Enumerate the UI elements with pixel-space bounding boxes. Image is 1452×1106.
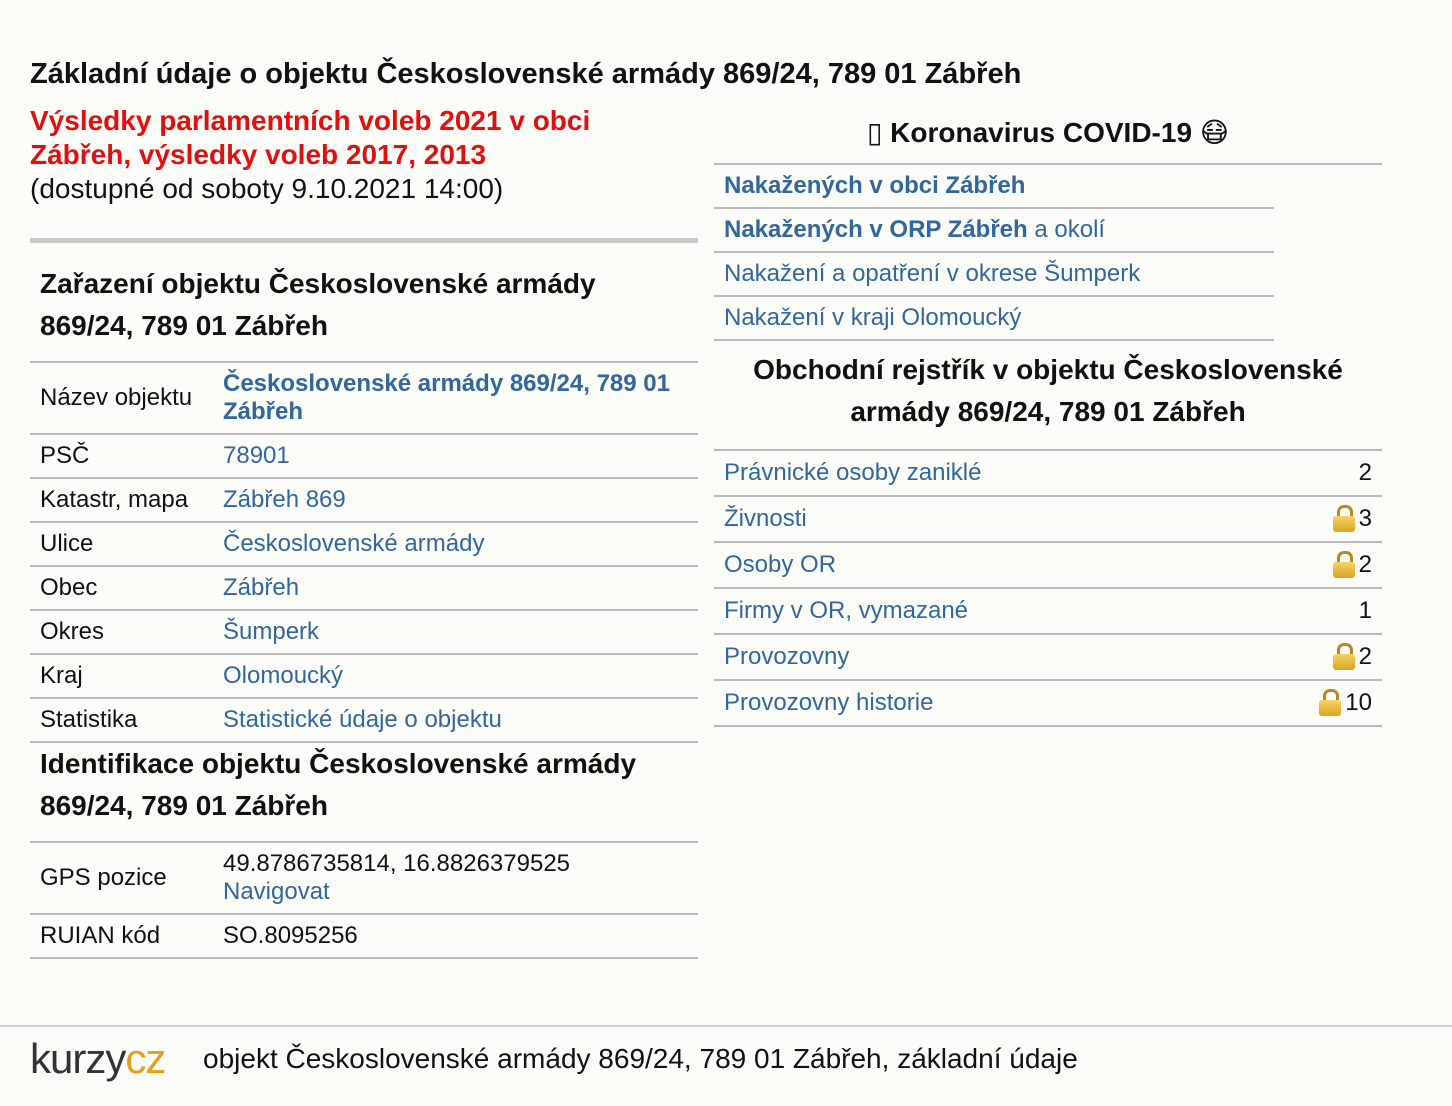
covid-links bbox=[714, 165, 1274, 341]
navigate-link[interactable]: Navigovat bbox=[223, 878, 330, 905]
election-link-line2[interactable]: Zábřeh, výsledky voleb 2017, 2013 bbox=[30, 139, 487, 170]
table-row bbox=[30, 362, 698, 434]
left-column bbox=[30, 104, 698, 959]
covid-orp-link[interactable]: Nakažených v ORP Zábřeh a okolí bbox=[724, 216, 1106, 243]
row-key-ruian: RUIAN kód bbox=[30, 914, 203, 958]
election-availability: (dostupné od soboty 9.10.2021 14:00) bbox=[30, 173, 504, 204]
list-item bbox=[714, 165, 1274, 209]
table-row bbox=[30, 914, 698, 958]
premises-link[interactable]: Provozovny bbox=[724, 643, 850, 670]
count: 2 bbox=[1358, 643, 1372, 670]
covid-district-link[interactable]: Nakažení a opatření v okrese Šumperk bbox=[724, 260, 1141, 287]
table-row bbox=[30, 434, 698, 478]
table-row bbox=[30, 478, 698, 522]
row-key-kraj: Kraj bbox=[30, 654, 203, 698]
row-key-okres: Okres bbox=[30, 610, 203, 654]
identification-table bbox=[30, 841, 698, 959]
election-results-block bbox=[30, 104, 698, 206]
table-row bbox=[714, 635, 1382, 681]
region-link[interactable]: Olomoucký bbox=[223, 662, 344, 689]
gps-coordinates: 49.8786735814, 16.8826379525 bbox=[223, 850, 571, 877]
municipality-link[interactable]: Zábřeh bbox=[223, 574, 300, 601]
kurzy-logo[interactable]: kurzycz bbox=[30, 1035, 166, 1082]
district-link[interactable]: Šumperk bbox=[223, 618, 320, 645]
persons-or-link[interactable]: Osoby OR bbox=[724, 551, 837, 578]
row-key-katastr: Katastr, mapa bbox=[30, 478, 203, 522]
street-link[interactable]: Československé armády bbox=[223, 530, 485, 557]
table-row bbox=[714, 451, 1382, 497]
row-key-ulice: Ulice bbox=[30, 522, 203, 566]
count: 3 bbox=[1358, 505, 1372, 532]
defunct-legal-entities-link[interactable]: Právnické osoby zaniklé bbox=[724, 459, 982, 486]
lock-icon bbox=[1333, 505, 1355, 533]
statistics-link[interactable]: Statistické údaje o objektu bbox=[223, 706, 502, 733]
premises-history-link[interactable]: Provozovny historie bbox=[724, 689, 934, 716]
footer bbox=[0, 1025, 1452, 1106]
page-title: Základní údaje o objektu Československé armády 869/24, 789 01 Zábřeh bbox=[30, 58, 1022, 90]
classification-title: Zařazení objektu Československé armády 869/24, 789 01 Zábřeh bbox=[40, 268, 596, 341]
count: 2 bbox=[1358, 551, 1372, 578]
table-row bbox=[714, 681, 1382, 727]
face-mask-icon: 😷 bbox=[1199, 117, 1230, 148]
row-key-gps: GPS pozice bbox=[30, 842, 203, 914]
count: 10 bbox=[1345, 689, 1372, 716]
lock-icon bbox=[1333, 551, 1355, 579]
ruian-code: SO.8095256 bbox=[203, 914, 698, 958]
placeholder-glyph-icon: ▯ bbox=[866, 117, 883, 148]
deleted-companies-link[interactable]: Firmy v OR, vymazané bbox=[724, 597, 969, 624]
table-row bbox=[30, 522, 698, 566]
covid-title-text: Koronavirus COVID-19 bbox=[890, 117, 1193, 148]
object-name-link[interactable]: Československé armády 869/24, 789 01 Zábřeh bbox=[223, 370, 670, 425]
row-key-nazev: Název objektu bbox=[30, 362, 203, 434]
list-item bbox=[714, 297, 1274, 341]
business-register-title: Obchodní rejstřík v objektu Československé armády 869/24, 789 01 Zábřeh bbox=[714, 341, 1382, 451]
covid-title bbox=[714, 104, 1382, 165]
row-key-statistika: Statistika bbox=[30, 698, 203, 742]
count: 2 bbox=[1358, 459, 1372, 486]
classification-table bbox=[30, 361, 698, 743]
lock-icon bbox=[1319, 689, 1341, 717]
lock-icon bbox=[1333, 643, 1355, 671]
table-row bbox=[30, 842, 698, 914]
count: 1 bbox=[1358, 597, 1372, 624]
election-link-line1[interactable]: Výsledky parlamentních voleb 2021 v obci bbox=[30, 105, 591, 136]
right-column bbox=[714, 104, 1382, 727]
table-row bbox=[30, 654, 698, 698]
katastr-link[interactable]: Zábřeh 869 bbox=[223, 486, 346, 513]
table-row bbox=[714, 589, 1382, 635]
covid-region-link[interactable]: Nakažení v kraji Olomoucký bbox=[724, 304, 1022, 331]
table-row bbox=[714, 497, 1382, 543]
row-key-psc: PSČ bbox=[30, 434, 203, 478]
list-item bbox=[714, 209, 1274, 253]
table-row bbox=[30, 610, 698, 654]
psc-link[interactable]: 78901 bbox=[223, 442, 290, 469]
identification-title: Identifikace objektu Československé armády 869/24, 789 01 Zábřeh bbox=[40, 748, 637, 821]
row-key-obec: Obec bbox=[30, 566, 203, 610]
footer-text: objekt Československé armády 869/24, 789 01 Zábřeh, základní údaje bbox=[203, 1043, 1078, 1074]
table-row bbox=[30, 566, 698, 610]
covid-municipality-link[interactable]: Nakažených v obci Zábřeh bbox=[724, 172, 1026, 199]
list-item bbox=[714, 253, 1274, 297]
table-row bbox=[714, 543, 1382, 589]
trades-link[interactable]: Živnosti bbox=[724, 505, 807, 532]
table-row bbox=[30, 698, 698, 742]
